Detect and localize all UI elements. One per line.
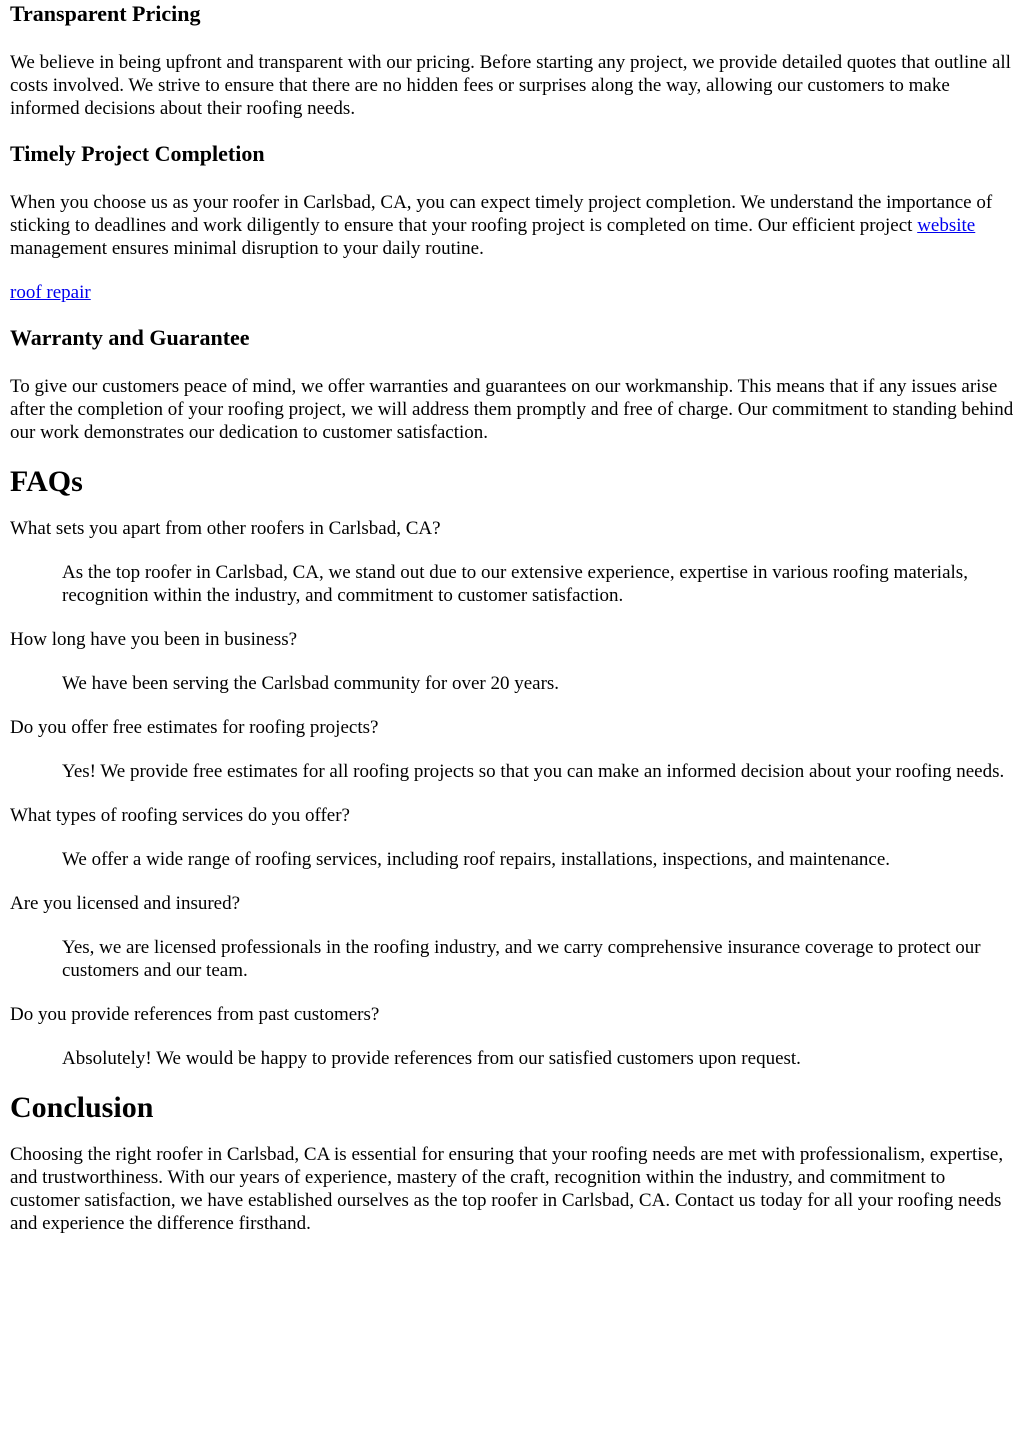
faq-answer: As the top roofer in Carlsbad, CA, we stand out due to our extensive experience, expertise in various roofing materials, recognition within the industry, and commitment to customer satisfaction. [62, 562, 968, 606]
faq-answer: Yes! We provide free estimates for all roofing projects so that you can make an informed decision about your roofing needs. [62, 761, 1005, 782]
conclusion-heading: Conclusion [10, 1091, 154, 1124]
faq-answer: Yes, we are licensed professionals in the roofing industry, and we carry comprehensive insurance coverage to protect our customers and our team. [62, 937, 981, 981]
faq-answer: We offer a wide range of roofing services, including roof repairs, installations, inspections, and maintenance. [62, 849, 891, 870]
faq-question: Do you provide references from past customers? [10, 1004, 380, 1025]
faq-question: Do you offer free estimates for roofing projects? [10, 717, 379, 738]
faq-question: How long have you been in business? [10, 629, 298, 650]
warranty-paragraph: To give our customers peace of mind, we offer warranties and guarantees on our workmanship. This means that if any issues arise after the completion of your roofing project, we will address them promptly and free of charge. Our commitment to standing behind our work demonstrates our dedication to customer satisfaction. [10, 376, 1014, 443]
roof-repair-link[interactable]: roof repair [10, 282, 91, 303]
transparent-pricing-heading: Transparent Pricing [10, 1, 201, 26]
faq-answer: Absolutely! We would be happy to provide references from our satisfied customers upon request. [62, 1048, 801, 1069]
timely-completion-heading: Timely Project Completion [10, 141, 265, 166]
warranty-heading: Warranty and Guarantee [10, 325, 250, 350]
faq-question: What sets you apart from other roofers in Carlsbad, CA? [10, 518, 441, 539]
roof-repair-paragraph [10, 281, 1016, 304]
website-link[interactable]: website [917, 215, 976, 236]
timely-completion-paragraph [10, 191, 1016, 260]
faq-question: Are you licensed and insured? [10, 893, 241, 914]
transparent-pricing-paragraph: We believe in being upfront and transparent with our pricing. Before starting any project, we provide detailed quotes that outline all costs involved. We strive to ensure that there are no hidden fees or surprises along the way, allowing our customers to make informed decisions about their roofing needs. [10, 52, 1011, 119]
faq-question: What types of roofing services do you offer? [10, 805, 350, 826]
faq-list [10, 517, 1016, 1070]
conclusion-paragraph: Choosing the right roofer in Carlsbad, CA is essential for ensuring that your roofing needs are met with professionalism, expertise, and trustworthiness. With our years of experience, mastery of the craft, recognition within the industry, and commitment to customer satisfaction, we have established ourselves as the top roofer in Carlsbad, CA. Contact us today for all your roofing needs and experience the difference firsthand. [10, 1144, 1004, 1234]
timely-text-after-link: management ensures minimal disruption to your daily routine. [10, 238, 484, 259]
faq-answer: We have been serving the Carlsbad community for over 20 years. [62, 673, 560, 694]
timely-text-before-link: When you choose us as your roofer in Carlsbad, CA, you can expect timely project completion. We understand the importance of sticking to deadlines and work diligently to ensure that your roofing project is completed on time. Our efficient project [10, 192, 993, 236]
faqs-heading: FAQs [10, 465, 83, 498]
